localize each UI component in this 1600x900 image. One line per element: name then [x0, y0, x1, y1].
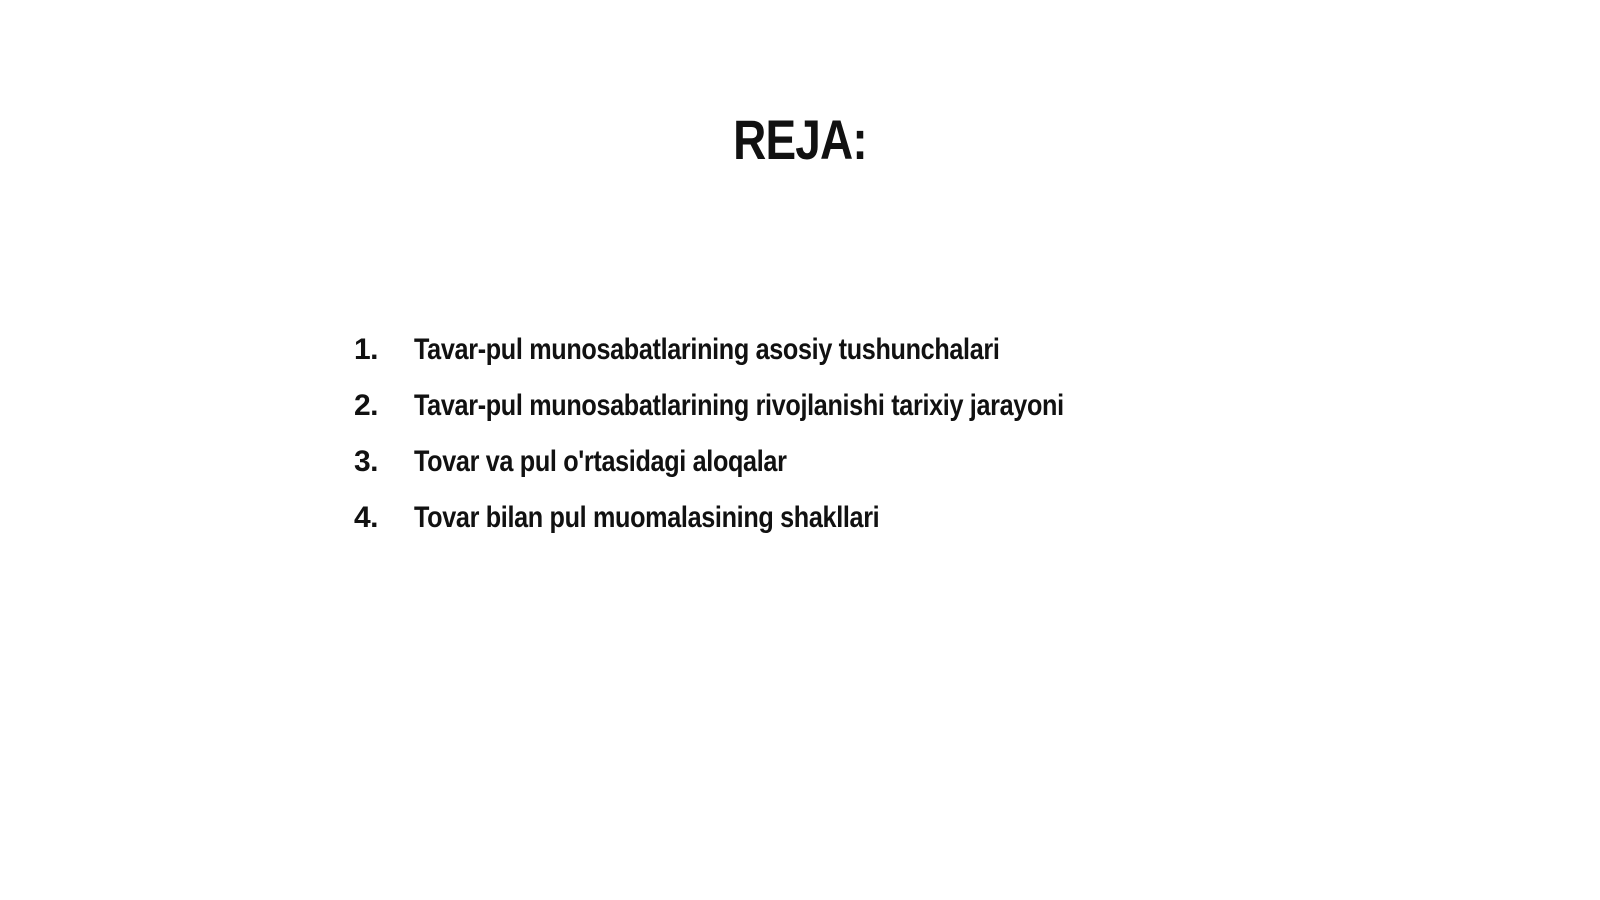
plan-item-number: 1. — [354, 333, 379, 366]
plan-item-text: Tavar-pul munosabatlarining rivojlanishi tarixiy jarayoni — [414, 389, 1064, 422]
plan-item-2 — [354, 378, 1188, 434]
slide-title: REJA: — [733, 108, 867, 171]
plan-item-text: Tavar-pul munosabatlarining asosiy tushunchalari — [414, 333, 1000, 366]
plan-item-text: Tovar bilan pul muomalasining shakllari — [414, 501, 880, 534]
plan-item-number: 4. — [354, 501, 379, 534]
plan-item-4 — [354, 490, 1188, 546]
plan-item-number: 2. — [354, 389, 379, 422]
plan-item-text: Tovar va pul o'rtasidagi aloqalar — [414, 445, 787, 478]
plan-item-3 — [354, 434, 1188, 490]
plan-item-1 — [354, 322, 1188, 378]
plan-list — [354, 322, 1188, 546]
plan-item-number: 3. — [354, 445, 379, 478]
